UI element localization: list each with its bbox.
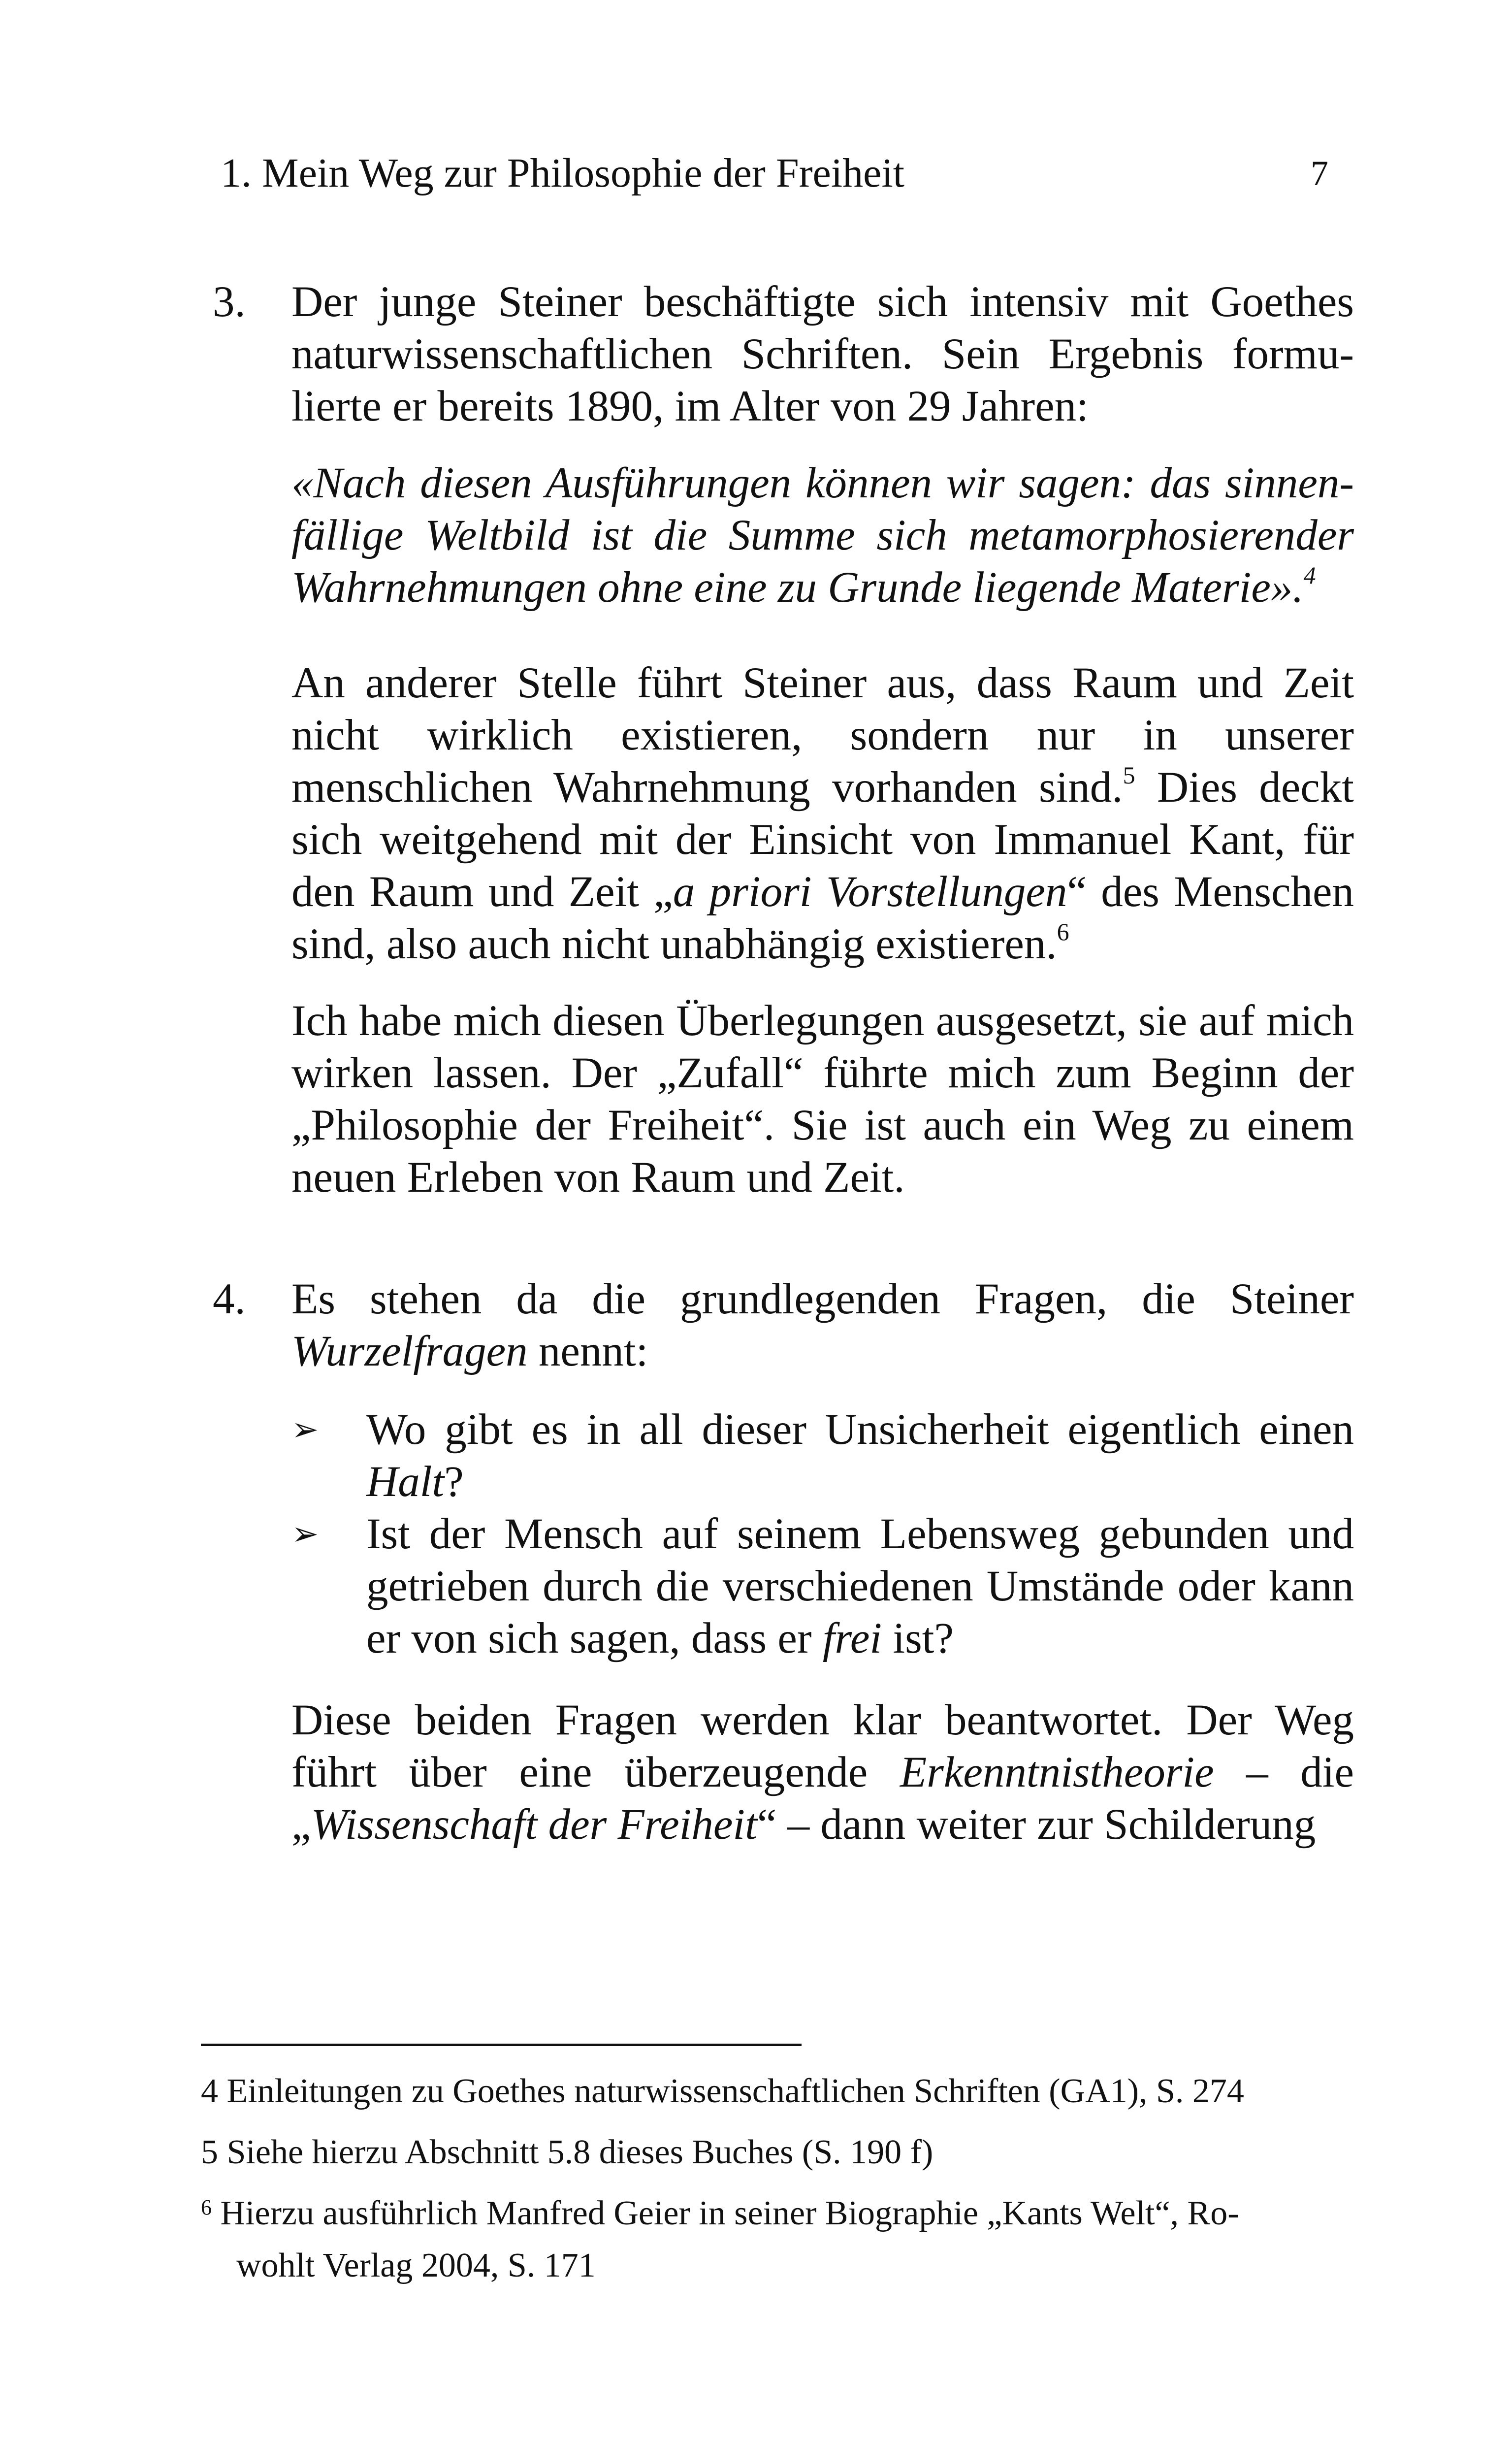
footnote-ref-5: 5: [1123, 761, 1135, 789]
footnotes: [201, 2067, 1354, 2303]
footnote-6: [201, 2189, 1354, 2242]
footnote-text: Einleitungen zu Goethes naturwissenschaftlichen Schriften (GA1), S. 274: [218, 2072, 1244, 2110]
erkenntnistheorie-italic: Erkenntnistheorie: [900, 1748, 1214, 1796]
wurzelfragen-italic: Wurzelfragen: [291, 1327, 528, 1375]
quote-text: «Nach diesen Ausführungen können wir sagen: das sinnenfällige Weltbild ist die Summe sich metamorphosierender Wahrnehmungen ohne eine zu Grunde liegende Materie».: [291, 459, 1354, 612]
running-title: 1. Mein Weg zur Philosophie der Freiheit: [221, 150, 905, 196]
footnote-text: Hierzu ausführlich Manfred Geier in seiner Biographie „Kants Welt“, Ro-: [212, 2194, 1239, 2232]
para2-text-a: An anderer Stelle führt Steiner aus, dass Raum und Zeit nicht wirklich existieren, sondern nur in unserer menschlichen Wahrnehmung vorhanden sind.: [291, 659, 1354, 812]
bullet2-text-a: Ist der Mensch auf seinem Lebensweg gebunden und getrieben durch die verschiedenen Umstände oder kann er von sich sagen, dass er: [366, 1510, 1354, 1662]
intro-text-a: Es stehen da die grundlegenden Fragen, die Steiner: [291, 1275, 1354, 1323]
item-3-paragraph-1: Der junge Steiner beschäftigte sich intensiv mit Goethes naturwissenschaftlichen Schriften. Sein Ergebnis formulierte er bereits 1890, im Alter von 29 Jahren:: [291, 278, 1354, 430]
item-3-section: [291, 276, 1354, 1204]
footnote-5: [201, 2128, 1354, 2177]
item-3-paragraph-3: Ich habe mich diesen Überlegungen ausgesetzt, sie auf mich wirken lassen. Der „Zufall“ führte mich zum Beginn der „Philosophie der Freiheit“. Sie ist auch ein Weg zu einem neuen Erleben von Raum und Zeit.: [291, 997, 1354, 1202]
steiner-quote: [291, 457, 1354, 614]
bullet2-text-b: ist?: [882, 1614, 954, 1662]
footnote-ref-6: 6: [1057, 918, 1069, 946]
outro-text-c: “ – dann weiter zur Schilderung: [757, 1800, 1316, 1849]
footnote-separator: [201, 2044, 802, 2046]
footnote-number: 4: [201, 2072, 218, 2110]
footnote-text: Siehe hierzu Abschnitt 5.8 dieses Buches (S. 190 f): [218, 2133, 933, 2171]
arrow-bullet-icon: ➢: [291, 1410, 319, 1448]
para2-text-c: “ des Menschen sind, also auch nicht unabhängig existieren.: [291, 868, 1354, 968]
footnote-number: 5: [201, 2133, 218, 2171]
item-number-4: 4.: [213, 1275, 246, 1323]
footnote-4: [201, 2067, 1354, 2116]
question-list: [291, 1403, 1354, 1664]
outro-text-b: – die „: [291, 1748, 1354, 1849]
item-4-conclusion: [291, 1694, 1354, 1851]
page-number: 7: [1311, 154, 1328, 193]
para2-text-b: Dies deckt sich weitgehend mit der Einsicht von Immanuel Kant, für den Raum und Zeit „: [291, 763, 1354, 916]
footnote-ref-4: 4: [1303, 561, 1316, 589]
list-item: [291, 1508, 1354, 1664]
item-4-intro-paragraph: [291, 1273, 1354, 1377]
item-4-intro: [291, 1273, 1354, 1377]
page-header: [221, 144, 1328, 203]
arrow-bullet-icon: ➢: [291, 1515, 319, 1553]
list-item: [291, 1403, 1354, 1508]
footnote-6-continuation: wohlt Verlag 2004, S. 171: [236, 2247, 596, 2284]
bullet1-text-b: ?: [444, 1458, 464, 1506]
intro-text-b: nennt:: [527, 1327, 648, 1375]
wissenschaft-italic: Wissenschaft der Freiheit: [311, 1800, 757, 1849]
frei-italic: frei: [822, 1614, 882, 1662]
item-3-paragraph-2: [291, 657, 1354, 970]
item-number-3: 3.: [213, 278, 246, 326]
item-4-outro-paragraph: [291, 1694, 1354, 1851]
a-priori-italic: a priori Vorstellungen: [673, 868, 1067, 916]
bullet1-text-a: Wo gibt es in all dieser Unsicherheit eigentlich einen: [366, 1405, 1354, 1454]
halt-italic: Halt: [366, 1458, 445, 1506]
footnote-number: 6: [201, 2195, 212, 2219]
outro-text-a: Diese beiden Fragen werden klar beantwortet. Der Weg führt über eine überzeugende: [291, 1696, 1354, 1796]
